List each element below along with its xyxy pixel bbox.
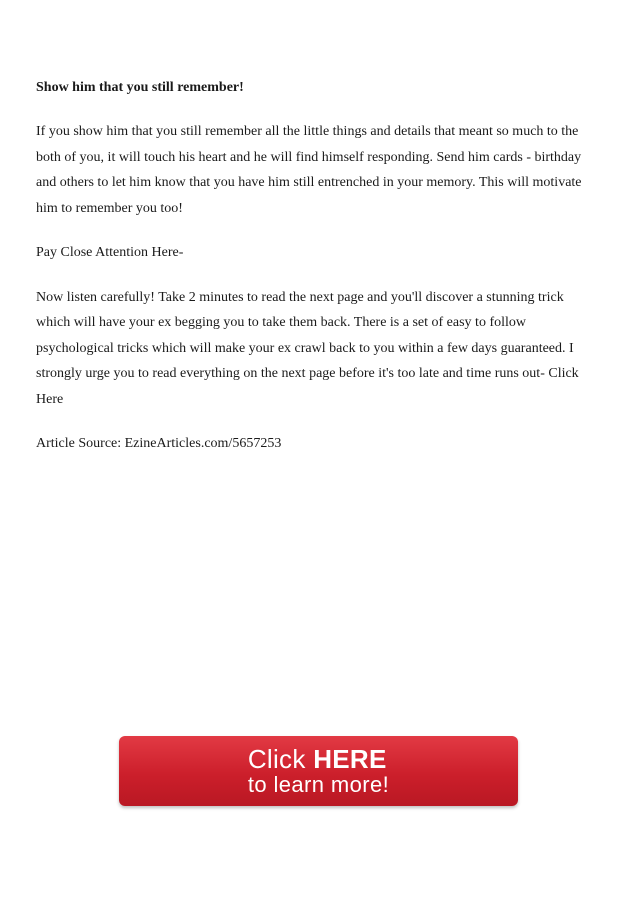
article-body xyxy=(36,76,596,476)
attention-line: Pay Close Attention Here- xyxy=(36,245,184,260)
cta-learn-more-label: to learn more! xyxy=(247,772,390,797)
click-here-button[interactable] xyxy=(119,736,518,806)
article-paragraph-intro: If you show him that you still remember all the little things and details that meant so much to the both of you, it will touch his heart and he will find himself responding. Send him cards - birthday and others to let him know that you have him still entrenched in your memory. This will motivate him to remember you too! xyxy=(36,124,582,216)
article-heading: Show him that you still remember! xyxy=(36,80,244,95)
cta-text xyxy=(248,746,389,796)
article-paragraph-pitch: Now listen carefully! Take 2 minutes to read the next page and you'll discover a stunning trick which will have your ex begging you to take them back. There is a set of easy to follow psychological tricks which will make your ex crawl back to you within a few days guaranteed. I strongly urge you to read everything on the next page before it's too late and time runs out- Click Here xyxy=(36,289,579,407)
cta-here-label: HERE xyxy=(313,744,387,774)
cta-click-label: Click xyxy=(247,744,314,774)
cta-line-1 xyxy=(248,746,389,772)
article-source: Article Source: EzineArticles.com/5657253 xyxy=(36,436,282,451)
